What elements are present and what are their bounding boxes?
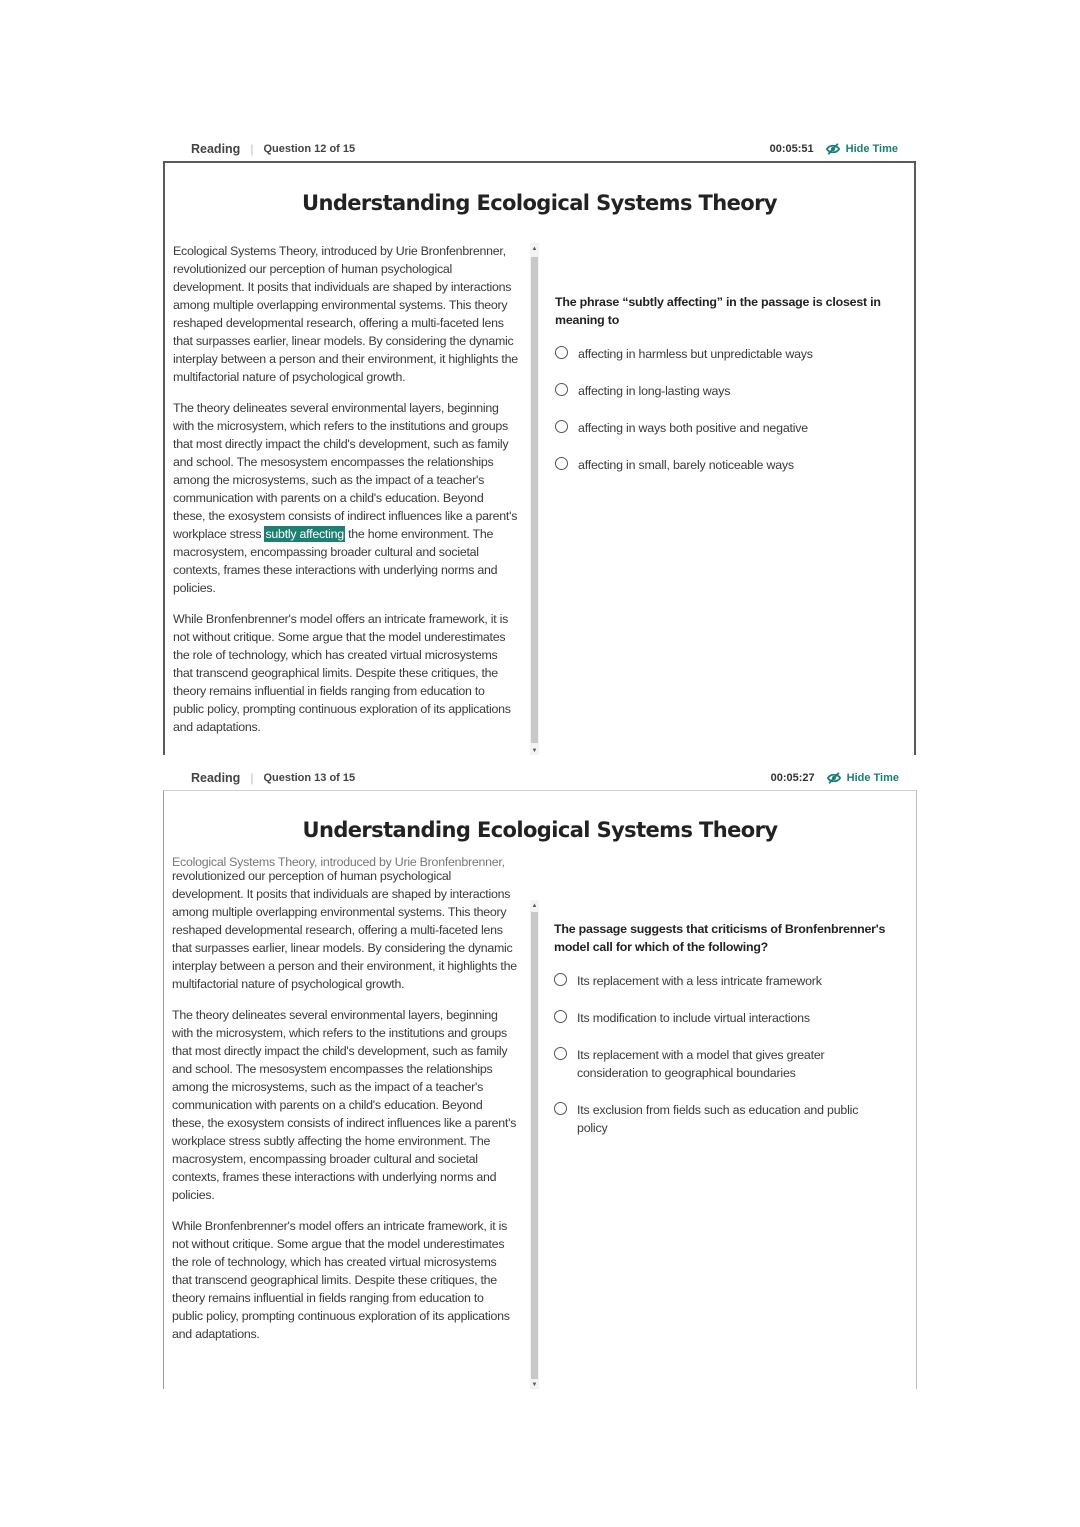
question-text: The phrase “subtly affecting” in the passage is closest in meaning to xyxy=(555,295,881,327)
timer: 00:05:51 xyxy=(769,142,814,155)
answer-option-label: affecting in harmless but unpredictable ways xyxy=(578,347,813,361)
radio-unselected-icon[interactable] xyxy=(555,457,568,470)
passage-paragraph-3: While Bronfenbrenner's model offers an intricate framework, it is not without critique. Some argue that the model underestimates the role of technology, which has created virtual microsystems that transcend geographical limits. Despite these critiques, the theory remains influential in fields ranging from education to public policy, prompting continuous exploration of its applications and adaptations. xyxy=(173,612,511,734)
question-pane xyxy=(555,293,884,493)
passage-text xyxy=(165,242,530,736)
test-screen-question-12 xyxy=(163,136,916,755)
question-number: Question 12 of 15 xyxy=(263,142,356,155)
passage-pane[interactable] xyxy=(164,855,529,1389)
timer: 00:05:27 xyxy=(770,771,815,784)
answer-option-label: affecting in long-lasting ways xyxy=(578,384,731,398)
section-name: Reading xyxy=(191,141,241,156)
header-separator: | xyxy=(250,141,254,156)
passage-paragraph-2-end: the home environment. The macrosystem, encompassing broader cultural and societal contexts, frames these interactions with underlying norms and policies. xyxy=(173,527,498,595)
radio-unselected-icon[interactable] xyxy=(555,420,568,433)
answer-option-4[interactable] xyxy=(555,456,884,474)
passage-paragraph-2: The theory delineates several environmental layers, beginning with the microsystem, which refers to the institutions and groups that most directly impact the child's development, such as family and school. The mesosystem encompasses the relationships among the microsystems, such as the impact of a teacher's communication with parents on a child's education. Beyond these, the exosystem consists of indirect influences like a parent's workplace stress subtly affecting the home environment. The macrosystem, encompassing broader cultural and societal contexts, frames these interactions with underlying norms and policies. xyxy=(172,1008,517,1202)
question-number: Question 13 of 15 xyxy=(263,771,356,784)
radio-unselected-icon[interactable] xyxy=(554,1047,567,1060)
passage-title: Understanding Ecological Systems Theory xyxy=(302,818,778,842)
radio-unselected-icon[interactable] xyxy=(554,973,567,986)
answer-option-4[interactable] xyxy=(554,1101,886,1137)
content-frame xyxy=(163,790,917,1389)
scroll-up-arrow-icon[interactable]: ▲ xyxy=(531,246,538,252)
passage-paragraph-2 xyxy=(173,399,518,597)
passage-scrollbar[interactable] xyxy=(530,243,539,755)
answer-option-label: affecting in small, barely noticeable ways xyxy=(578,458,794,472)
answer-option-2[interactable] xyxy=(555,382,884,400)
radio-unselected-icon[interactable] xyxy=(555,383,568,396)
test-screen-question-13 xyxy=(163,765,917,1389)
eye-slash-icon[interactable] xyxy=(826,142,840,156)
answer-option-3[interactable] xyxy=(554,1046,886,1082)
header-separator: | xyxy=(250,770,254,785)
passage-paragraph-2-start: The theory delineates several environmental layers, beginning with the microsystem, which refers to the institutions and groups that most directly impact the child's development, such as family and school. The mesosystem encompasses the relationships among the microsystems, such as the impact of a teacher's communication with parents on a child's education. Beyond these, the exosystem consists of indirect influences like a parent's workplace stress xyxy=(173,401,518,541)
answer-option-2[interactable] xyxy=(554,1009,886,1027)
answer-option-3[interactable] xyxy=(555,419,884,437)
passage-scrollbar[interactable] xyxy=(530,900,539,1389)
section-name: Reading xyxy=(191,770,241,785)
radio-unselected-icon[interactable] xyxy=(554,1102,567,1115)
answer-option-label: Its exclusion from fields such as education and public policy xyxy=(577,1103,859,1135)
top-bar xyxy=(163,136,916,161)
passage-title: Understanding Ecological Systems Theory xyxy=(302,191,777,215)
passage-text xyxy=(164,857,529,1343)
hide-time-button[interactable]: Hide Time xyxy=(846,771,899,784)
eye-slash-icon[interactable] xyxy=(827,771,841,785)
scroll-up-arrow-icon[interactable]: ▲ xyxy=(531,903,538,909)
answer-option-label: Its modification to include virtual interactions xyxy=(577,1011,810,1025)
scroll-thumb[interactable] xyxy=(531,257,538,743)
top-bar xyxy=(163,765,917,790)
scroll-thumb[interactable] xyxy=(531,912,538,1379)
question-pane xyxy=(554,920,886,1156)
answer-option-1[interactable] xyxy=(555,345,884,363)
scroll-down-arrow-icon[interactable]: ▼ xyxy=(531,748,538,754)
answer-option-label: Its replacement with a model that gives greater consideration to geographical boundaries xyxy=(577,1048,825,1080)
passage-paragraph-1: Ecological Systems Theory, introduced by Urie Bronfenbrenner, revolutionized our perception of human psychological development. It posits that individuals are shaped by interactions among multiple overlapping environmental systems. This theory reshaped developmental research, offering a multi-faceted lens that surpasses earlier, linear models. By considering the dynamic interplay between a person and their environment, it highlights the multifactorial nature of psychological growth. xyxy=(173,244,518,384)
radio-unselected-icon[interactable] xyxy=(555,346,568,359)
passage-paragraph-3: While Bronfenbrenner's model offers an intricate framework, it is not without critique. Some argue that the model underestimates the role of technology, which has created virtual microsystems that transcend geographical limits. Despite these critiques, the theory remains influential in fields ranging from education to public policy, prompting continuous exploration of its applications and adaptations. xyxy=(172,1219,510,1341)
radio-unselected-icon[interactable] xyxy=(554,1010,567,1023)
answer-option-label: affecting in ways both positive and negative xyxy=(578,421,808,435)
passage-paragraph-1: revolutionized our perception of human psychological development. It posits that individuals are shaped by interactions among multiple overlapping environmental systems. This theory reshaped developmental research, offering a multi-faceted lens that surpasses earlier, linear models. By considering the dynamic interplay between a person and their environment, it highlights the multifactorial nature of psychological growth. xyxy=(172,869,517,991)
answer-option-1[interactable] xyxy=(554,972,886,990)
answer-option-label: Its replacement with a less intricate framework xyxy=(577,974,822,988)
highlighted-phrase: subtly affecting xyxy=(265,527,344,541)
question-text: The passage suggests that criticisms of Bronfenbrenner's model call for which of the following? xyxy=(554,922,886,954)
content-frame xyxy=(163,161,916,755)
scroll-down-arrow-icon[interactable]: ▼ xyxy=(531,1382,538,1388)
passage-pane[interactable] xyxy=(165,242,530,755)
passage-cut-line: Ecological Systems Theory, introduced by Urie Bronfenbrenner, xyxy=(172,855,505,869)
hide-time-button[interactable]: Hide Time xyxy=(845,142,898,155)
